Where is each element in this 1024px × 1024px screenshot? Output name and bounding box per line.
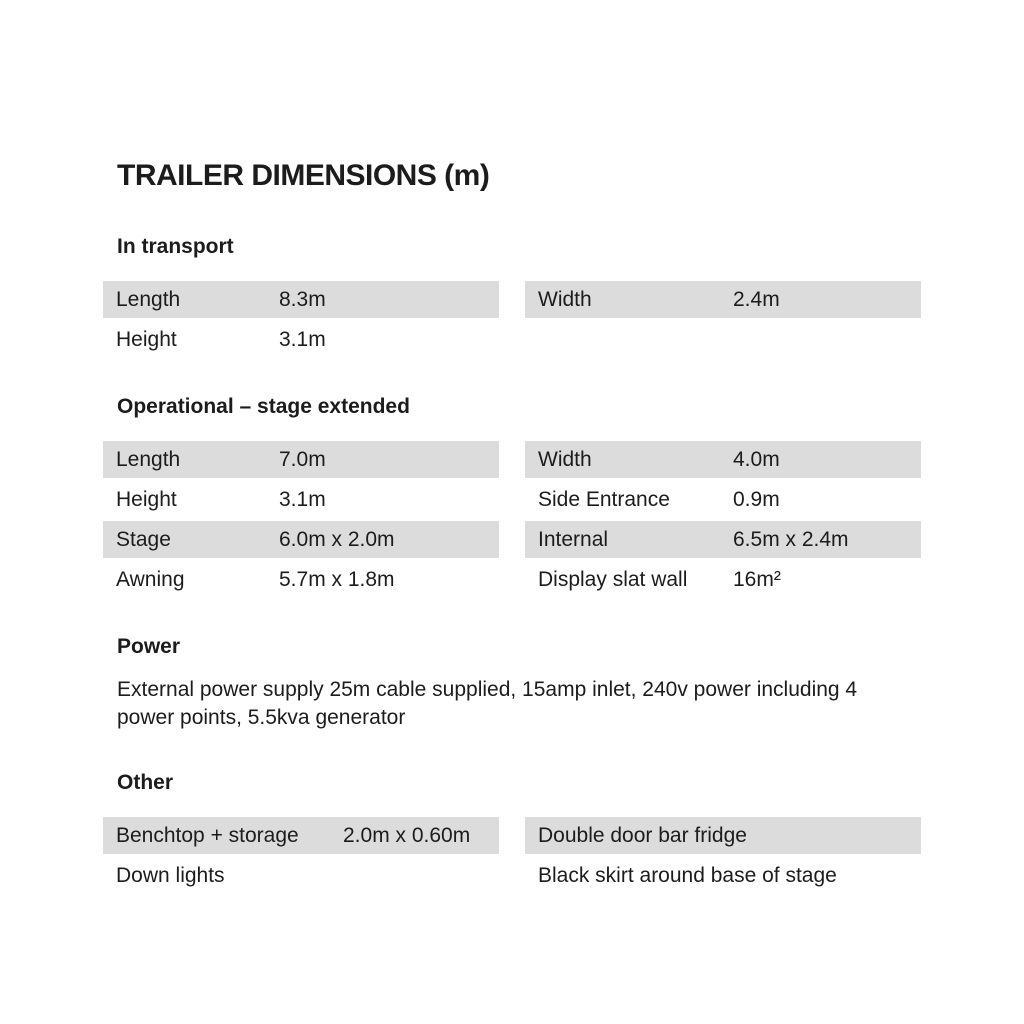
row-label: Black skirt around base of stage bbox=[538, 864, 837, 887]
row-label: Length bbox=[116, 448, 181, 471]
power-description: External power supply 25m cable supplied, 15amp inlet, 240v power including 4 power points, 5.5kva generator bbox=[117, 678, 858, 729]
table-row bbox=[103, 441, 499, 478]
row-value: 3.1m bbox=[279, 488, 326, 511]
row-label: Display slat wall bbox=[538, 568, 688, 591]
row-value: 5.7m x 1.8m bbox=[279, 568, 395, 591]
section-heading-other: Other bbox=[117, 771, 174, 794]
row-value: 2.4m bbox=[733, 288, 780, 311]
table-row bbox=[103, 561, 499, 598]
table-row bbox=[103, 481, 499, 518]
table-row bbox=[525, 561, 921, 598]
row-label: Stage bbox=[116, 528, 171, 551]
table-row bbox=[103, 281, 499, 318]
row-label: Side Entrance bbox=[538, 488, 670, 511]
table-row bbox=[525, 521, 921, 558]
table-row bbox=[525, 817, 921, 854]
table-row bbox=[103, 521, 499, 558]
row-label: Down lights bbox=[116, 864, 225, 887]
table-row bbox=[103, 817, 499, 854]
table-row bbox=[525, 481, 921, 518]
row-label: Benchtop + storage bbox=[116, 824, 299, 847]
row-value: 6.5m x 2.4m bbox=[733, 528, 849, 551]
row-label: Width bbox=[538, 288, 592, 311]
section-heading-transport: In transport bbox=[117, 235, 234, 258]
row-label: Awning bbox=[116, 568, 185, 591]
section-heading-operational: Operational – stage extended bbox=[117, 395, 410, 418]
row-value: 4.0m bbox=[733, 448, 780, 471]
row-label: Height bbox=[116, 488, 177, 511]
row-value: 6.0m x 2.0m bbox=[279, 528, 395, 551]
row-value: 16m² bbox=[733, 568, 781, 591]
row-label: Length bbox=[116, 288, 181, 311]
row-value: 0.9m bbox=[733, 488, 780, 511]
row-label: Double door bar fridge bbox=[538, 824, 747, 847]
row-label: Width bbox=[538, 448, 592, 471]
table-row bbox=[103, 321, 499, 358]
page-title: TRAILER DIMENSIONS (m) bbox=[117, 159, 490, 192]
table-row bbox=[525, 281, 921, 318]
table-row bbox=[525, 441, 921, 478]
table-row bbox=[103, 857, 499, 894]
table-row bbox=[525, 857, 921, 894]
row-value: 8.3m bbox=[279, 288, 326, 311]
section-heading-power: Power bbox=[117, 635, 181, 658]
row-value: 3.1m bbox=[279, 328, 326, 351]
row-label: Internal bbox=[538, 528, 609, 551]
row-value: 2.0m x 0.60m bbox=[343, 824, 471, 847]
row-value: 7.0m bbox=[279, 448, 326, 471]
row-label: Height bbox=[116, 328, 177, 351]
